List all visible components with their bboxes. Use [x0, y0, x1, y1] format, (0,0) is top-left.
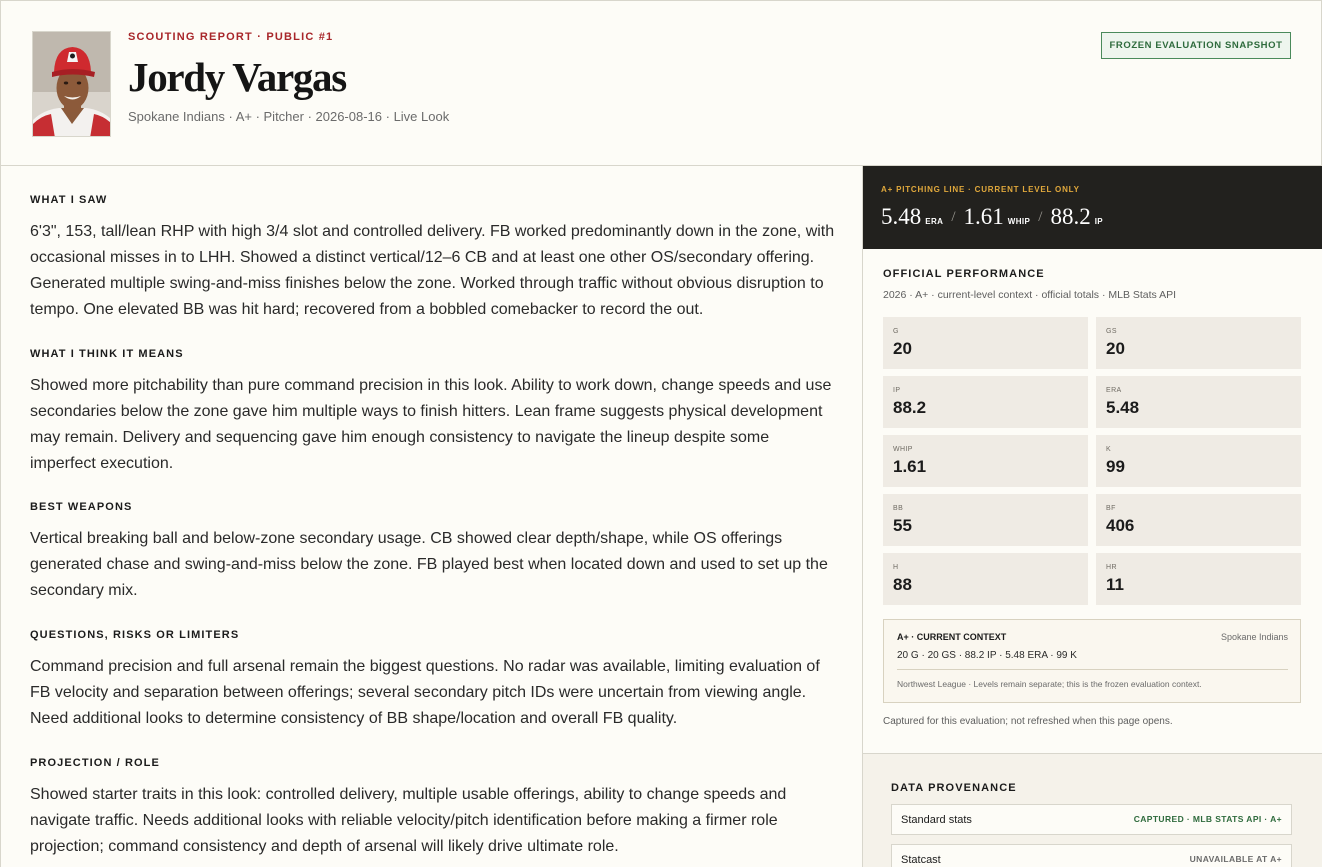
ip-unit: IP	[1094, 217, 1104, 226]
stat-card-gs	[1096, 317, 1301, 369]
stat-key: HR	[1106, 564, 1117, 571]
stat-value: 406	[1106, 516, 1135, 535]
stat-grid	[883, 317, 1301, 605]
section-title: WHAT I THINK IT MEANS	[30, 348, 184, 360]
context-line: 20 G · 20 GS · 88.2 IP · 5.48 ERA · 99 K	[897, 650, 1077, 661]
context-note: Northwest League · Levels remain separate; this is the frozen evaluation context.	[897, 679, 1202, 689]
section-what-i-saw	[30, 194, 840, 323]
current-context-box	[883, 619, 1301, 703]
era-unit: ERA	[925, 217, 944, 226]
stat-card-whip	[883, 435, 1088, 487]
stat-value: 99	[1106, 457, 1125, 476]
context-team: Spokane Indians	[1220, 632, 1288, 642]
stat-value: 88.2	[893, 398, 927, 417]
official-title: OFFICIAL PERFORMANCE	[883, 268, 1045, 280]
section-title: QUESTIONS, RISKS OR LIMITERS	[30, 629, 240, 641]
section-title: WHAT I SAW	[30, 194, 108, 206]
section-body: Command precision and full arsenal remain the biggest questions. No radar was available, limiting evaluation of FB velocity and separation between offerings; several secondary pitch IDs were uncertain from viewing angle. Need additional looks to determine consistency of BB shape/location and overall FB quality.	[30, 658, 820, 727]
stat-value: 55	[893, 516, 912, 535]
stat-value: 20	[1106, 339, 1125, 358]
official-subtitle: 2026 · A+ · current-level context · official totals · MLB Stats API	[883, 289, 1177, 301]
provenance-name: Statcast	[901, 854, 941, 866]
context-title: A+ · CURRENT CONTEXT	[897, 632, 1007, 642]
stats-sidebar	[862, 166, 1321, 867]
stat-value: 20	[893, 339, 912, 358]
provenance-row-standard	[891, 804, 1292, 835]
stat-card-hr	[1096, 553, 1301, 605]
stat-card-era	[1096, 376, 1301, 428]
frozen-snapshot-badge: FROZEN EVALUATION SNAPSHOT	[1101, 32, 1291, 59]
section-projection-role	[30, 757, 840, 860]
stat-key: BB	[893, 505, 904, 512]
provenance-status: UNAVAILABLE AT A+	[1189, 854, 1282, 864]
provenance-status: CAPTURED · MLB STATS API · A+	[1133, 814, 1282, 824]
pitching-line-banner	[863, 166, 1322, 249]
provenance-title: DATA PROVENANCE	[891, 782, 1017, 794]
section-body: Showed more pitchability than pure command precision in this look. Ability to work down, change speeds and use secondaries below the zone gave him multiple ways to finish hitters. Lean frame suggests physical development may remain. Delivery and sequencing gave him enough consistency to navigate the lineup despite some imperfect execution.	[30, 377, 832, 472]
whip-unit: WHIP	[1007, 217, 1031, 226]
stat-card-bf	[1096, 494, 1301, 546]
section-title: PROJECTION / ROLE	[30, 757, 160, 769]
section-body: 6'3", 153, tall/lean RHP with high 3/4 slot and controlled delivery. FB worked predominantly down in the zone, with occasional misses in to LHH. Showed a distinct vertical/12–6 CB and at least one other OS/secondary offering. Generated multiple swing-and-miss finishes below the zone. Worked through traffic without obvious disruption to tempo. One elevated BB was hit hard; recovered from a bobbled comebacker to record the out.	[30, 223, 835, 318]
stat-value: 5.48	[1106, 398, 1140, 417]
provenance-name: Standard stats	[901, 814, 972, 826]
pitching-line-figures	[881, 204, 1103, 230]
report-header	[1, 1, 1321, 166]
stat-value: 88	[893, 575, 912, 594]
provenance-row-statcast	[891, 844, 1292, 867]
stat-key: H	[893, 564, 899, 571]
official-performance-panel	[863, 249, 1322, 753]
ip-value: 88.2	[1050, 204, 1091, 229]
section-what-i-think	[30, 348, 840, 477]
stat-card-k	[1096, 435, 1301, 487]
whip-value: 1.61	[963, 204, 1004, 229]
stat-key: G	[893, 328, 899, 335]
section-body: Showed starter traits in this look: controlled delivery, multiple usable offerings, ability to change speeds and navigate traffic. Needs additional looks with reliable velocity/pitch identification before making a firmer role projection; command consistency and depth of arsenal will likely drive ultimate role.	[30, 786, 787, 855]
section-body: Vertical breaking ball and below-zone secondary usage. CB showed clear depth/shape, while OS offerings generated chase and swing-and-miss below the zone. FB played best when located down and used to set up the secondary mix.	[30, 530, 828, 599]
stat-key: IP	[893, 387, 901, 394]
report-meta: Spokane Indians · A+ · Pitcher · 2026-08-16 · Live Look	[128, 109, 450, 124]
stat-card-h	[883, 553, 1088, 605]
stat-key: WHIP	[893, 446, 913, 453]
data-provenance-panel	[863, 753, 1322, 867]
stat-card-g	[883, 317, 1088, 369]
section-best-weapons	[30, 501, 840, 604]
player-headshot	[32, 31, 111, 137]
stat-value: 11	[1106, 575, 1124, 594]
section-questions-risks	[30, 629, 840, 732]
stat-key: K	[1106, 446, 1112, 453]
context-divider	[897, 669, 1288, 670]
stat-card-bb	[883, 494, 1088, 546]
stat-key: ERA	[1106, 387, 1122, 394]
separator: /	[951, 209, 956, 225]
report-kicker: SCOUTING REPORT · PUBLIC #1	[128, 31, 334, 43]
era-value: 5.48	[881, 204, 922, 229]
stat-card-ip	[883, 376, 1088, 428]
pitching-line-label: A+ PITCHING LINE · CURRENT LEVEL ONLY	[881, 185, 1080, 194]
stat-key: GS	[1106, 328, 1117, 335]
separator: /	[1038, 209, 1043, 225]
stat-value: 1.61	[893, 457, 927, 476]
stat-key: BF	[1106, 505, 1116, 512]
captured-note: Captured for this evaluation; not refreshed when this page opens.	[883, 716, 1173, 727]
section-title: BEST WEAPONS	[30, 501, 133, 513]
player-name: Jordy Vargas	[128, 54, 346, 100]
